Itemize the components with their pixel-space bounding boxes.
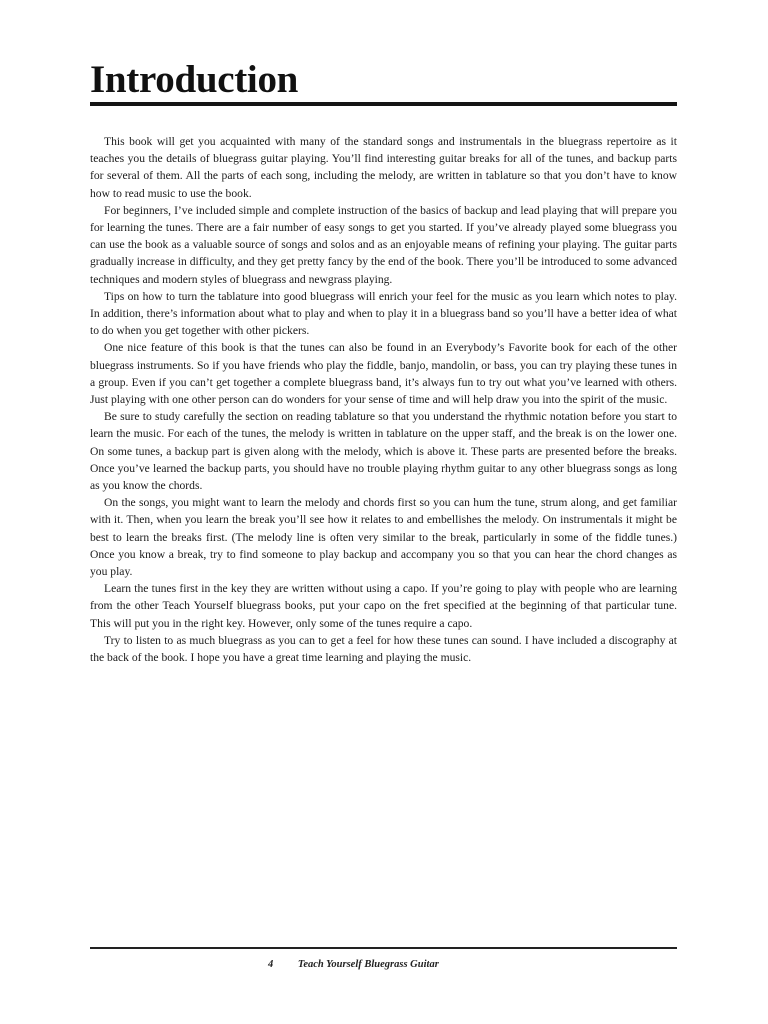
paragraph-1: This book will get you acquainted with many of the standard songs and instrumentals in the bluegrass repertoire as it teaches you the details of bluegrass guitar playing. You’ll find interesting guitar breaks for all of the tunes, and backup parts for several of them. All the parts of each song, including the melody, are written in tablature so that you don’t have to know how to read music to use the book. (90, 135, 677, 200)
paragraph-5: Be sure to study carefully the section on reading tablature so that you understand the rhythmic notation before you start to learn the music. For each of the tunes, the melody is written in tablature on the upper staff, and the break is on the lower one. On some tunes, a backup part is given along with the melody, which is above it. These parts are presented before the breaks. Once you’ve learned the backup parts, you should have no trouble playing rhythm guitar to any other bluegrass songs as long as you know the chords. (90, 410, 677, 493)
footer-divider (90, 947, 677, 949)
paragraph-7: Learn the tunes first in the key they are written without using a capo. If you’re going to play with people who are learning from the other Teach Yourself bluegrass books, put your capo on the fret specified at the beginning of that particular tune. This will put you in the right key. However, only some of the tunes require a capo. (90, 582, 677, 630)
page-footer (268, 959, 439, 970)
paragraph-2: For beginners, I’ve included simple and complete instruction of the basics of backup and lead playing that will prepare you for learning the tunes. There are a fair number of easy songs to get you started. If you’ve already played some bluegrass you can use the book as a valuable source of songs and solos and as an enjoyable means of refining your playing. The guitar parts gradually increase in difficulty, and they get pretty fancy by the end of the book. There you’ll be introduced to some advanced techniques and modern styles of bluegrass and newgrass playing. (90, 203, 677, 286)
page-title: Introduction (90, 58, 299, 101)
paragraph-8: Try to listen to as much bluegrass as you can to get a feel for how these tunes can sound. I have included a discography at the back of the book. I hope you have a great time learning and playing the music. (90, 633, 677, 665)
page-number: 4 (268, 959, 274, 970)
book-page (90, 0, 677, 1024)
title-divider (90, 102, 677, 106)
body-text (90, 133, 677, 666)
running-title: Teach Yourself Bluegrass Guitar (297, 959, 439, 970)
paragraph-4: One nice feature of this book is that the tunes can also be found in an Everybody’s Favorite book for each of the other bluegrass instruments. So if you have friends who play the fiddle, banjo, mandolin, or bass, you can try playing these tunes in a group. Even if you can’t get together a complete bluegrass band, it’s always fun to try out what you’ve learned with others. Just playing with one other person can do wonders for your sense of time and will help draw you into the spirit of the music. (90, 341, 677, 407)
paragraph-3: Tips on how to turn the tablature into good bluegrass will enrich your feel for the music as you learn which notes to play. In addition, there’s information about what to play and when to play it in a bluegrass band so you’ll have a better idea of what to do when you get together with other pickers. (90, 289, 677, 338)
paragraph-6: On the songs, you might want to learn the melody and chords first so you can hum the tune, strum along, and get familiar with it. Then, when you learn the break you’ll see how it relates to and embellishes the melody. On instrumentals it might be best to learn the breaks first. (The melody line is often very similar to the break, particularly in some of the fiddle tunes.) Once you know a break, try to find someone to play backup and accompany you so that you can hear the chord changes as you play. (90, 496, 677, 579)
